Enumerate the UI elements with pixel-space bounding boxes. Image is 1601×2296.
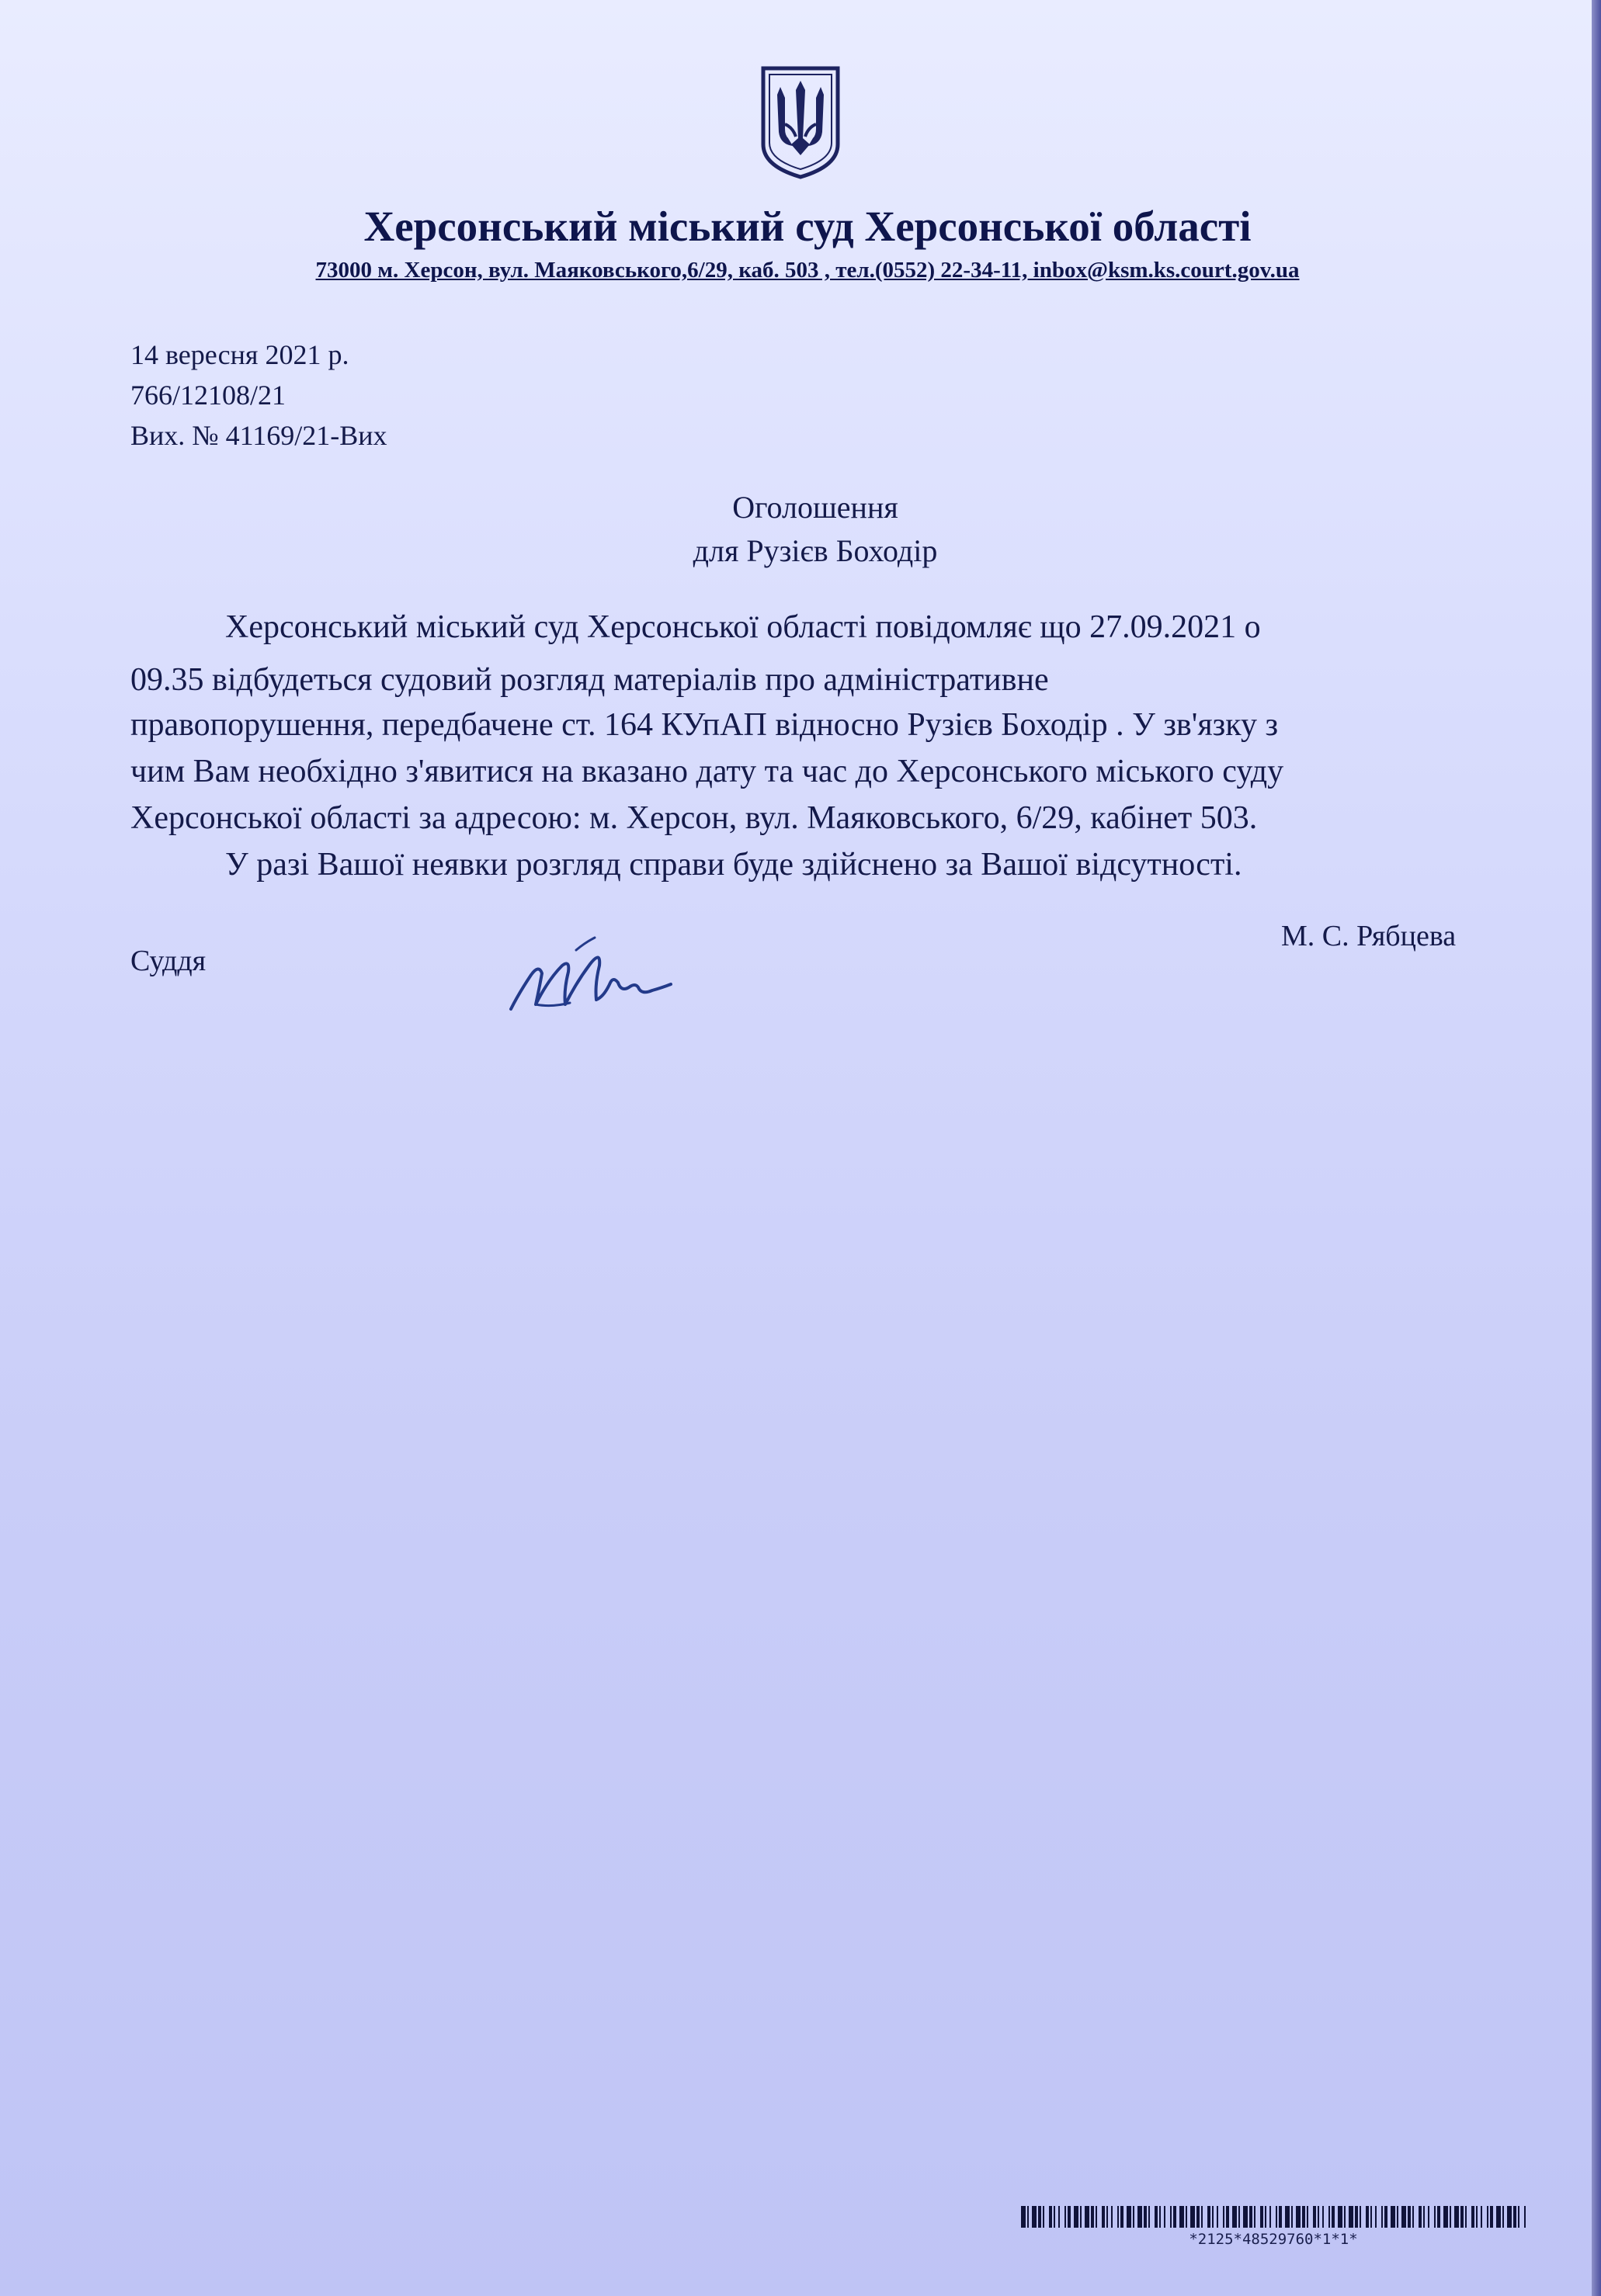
barcode-bar (1279, 2206, 1282, 2228)
barcode-bar (1454, 2206, 1459, 2228)
barcode-bar (1296, 2206, 1301, 2228)
barcode-bar (1419, 2206, 1422, 2228)
barcode-bar (1223, 2206, 1224, 2228)
barcode-bar (1381, 2206, 1383, 2228)
barcode-bar (1159, 2206, 1161, 2228)
barcode-graphic (1021, 2206, 1526, 2228)
barcode-bar (1133, 2206, 1134, 2228)
barcode-bar (1524, 2206, 1526, 2228)
barcode-bar (1344, 2206, 1346, 2228)
barcode-bar (1068, 2206, 1071, 2228)
barcode-bar (1502, 2206, 1504, 2228)
barcode-bar (1127, 2206, 1131, 2228)
trident-emblem-icon (757, 64, 844, 180)
barcode-bar (1173, 2206, 1176, 2228)
barcode-bar (1465, 2206, 1467, 2228)
barcode-bar (1349, 2206, 1353, 2228)
barcode-bar (1137, 2206, 1142, 2228)
barcode-bar (1120, 2206, 1123, 2228)
barcode-bar (1064, 2206, 1066, 2228)
barcode-bar (1179, 2206, 1184, 2228)
barcode-bar (1217, 2206, 1218, 2228)
barcode-bar (1144, 2206, 1147, 2228)
barcode-bar (1054, 2206, 1055, 2228)
barcode-bar (1117, 2206, 1119, 2228)
barcode-bar (1155, 2206, 1158, 2228)
judge-role-label: Суддя (130, 945, 207, 977)
barcode-bar (1096, 2206, 1097, 2228)
barcode-bar (1384, 2206, 1387, 2228)
barcode-bar (1355, 2206, 1358, 2228)
barcode-bar (1232, 2206, 1237, 2228)
body-line-1: Херсонський міський суд Херсонської області повідомляє що 27.09.2021 о (225, 609, 1261, 645)
barcode-bar (1269, 2206, 1271, 2228)
barcode-bar (1207, 2206, 1210, 2228)
barcode-bar (1434, 2206, 1436, 2228)
barcode-bar (1074, 2206, 1078, 2228)
barcode-bar (1460, 2206, 1464, 2228)
barcode-bar (1190, 2206, 1195, 2228)
barcode-bar (1032, 2206, 1037, 2228)
barcode-bar (1408, 2206, 1411, 2228)
barcode-bar (1318, 2206, 1319, 2228)
barcode-bar (1412, 2206, 1414, 2228)
barcode-bar (1201, 2206, 1203, 2228)
barcode-bar (1265, 2206, 1266, 2228)
barcode-bar (1302, 2206, 1305, 2228)
barcode-bar (1021, 2206, 1026, 2228)
barcode-bar (1307, 2206, 1308, 2228)
barcode-bar (1038, 2206, 1041, 2228)
barcode-bar (1106, 2206, 1108, 2228)
handwritten-signature (505, 928, 707, 1021)
barcode-bar (1226, 2206, 1229, 2228)
barcode-bar (1102, 2206, 1105, 2228)
barcode-bar (1476, 2206, 1478, 2228)
notice-title: Оголошення (732, 490, 898, 525)
barcode-bar (1111, 2206, 1113, 2228)
barcode-bar (1249, 2206, 1252, 2228)
barcode-bar (1437, 2206, 1440, 2228)
barcode-bar (1397, 2206, 1398, 2228)
barcode-bar (1313, 2206, 1316, 2228)
barcode-bar (1360, 2206, 1361, 2228)
barcode-bar (1276, 2206, 1277, 2228)
barcode-bar (1243, 2206, 1248, 2228)
body-line-3: правопорушення, передбачене ст. 164 КУпАП відносно Рузієв Боходір . У зв'язку з (130, 707, 1279, 743)
barcode-bar (1366, 2206, 1369, 2228)
court-name: Херсонський міський суд Херсонської області (363, 203, 1252, 250)
barcode-bar (1507, 2206, 1512, 2228)
barcode-bar (1058, 2206, 1060, 2228)
barcode-bar (1238, 2206, 1240, 2228)
barcode-bar (1332, 2206, 1335, 2228)
barcode-bar (1196, 2206, 1200, 2228)
barcode-bar (1423, 2206, 1425, 2228)
barcode-bar (1254, 2206, 1255, 2228)
barcode-bar (1328, 2206, 1330, 2228)
barcode-bar (1080, 2206, 1082, 2228)
notice-addressee: для Рузієв Боходір (693, 533, 938, 568)
barcode-bar (1186, 2206, 1187, 2228)
body-line-6: У разі Вашої неявки розгляд справи буде здійснено за Вашої відсутності. (225, 847, 1242, 883)
barcode-bar (1049, 2206, 1052, 2228)
page-edge-shadow (1592, 0, 1601, 2296)
barcode-bar (1496, 2206, 1501, 2228)
barcode-bar (1091, 2206, 1094, 2228)
barcode-bar (1450, 2206, 1451, 2228)
body-line-2: 09.35 відбудеться судовий розгляд матеріалів про адміністративне (130, 662, 1049, 698)
barcode-bar (1370, 2206, 1372, 2228)
barcode-bar (1148, 2206, 1150, 2228)
judge-name: М. С. Рябцева (1281, 920, 1457, 952)
barcode-bar (1027, 2206, 1029, 2228)
barcode-bar (1164, 2206, 1165, 2228)
barcode-bar (1375, 2206, 1377, 2228)
barcode-bar (1043, 2206, 1044, 2228)
barcode-bar (1481, 2206, 1482, 2228)
barcode-bar (1291, 2206, 1293, 2228)
barcode-bar (1428, 2206, 1429, 2228)
body-line-5: Херсонської області за адресою: м. Херсон, вул. Маяковського, 6/29, кабінет 503. (130, 800, 1258, 836)
outgoing-number: Вих. № 41169/21-Вих (130, 420, 387, 451)
barcode-bar (1212, 2206, 1214, 2228)
barcode-bar (1513, 2206, 1516, 2228)
barcode-bar (1322, 2206, 1324, 2228)
body-line-4: чим Вам необхідно з'явитися на вказано дату та час до Херсонського міського суду (130, 754, 1284, 789)
barcode-bar (1487, 2206, 1488, 2228)
barcode-bar (1170, 2206, 1172, 2228)
barcode-bar (1443, 2206, 1448, 2228)
barcode-bar (1085, 2206, 1089, 2228)
barcode-bar (1490, 2206, 1493, 2228)
document-date: 14 вересня 2021 р. (130, 339, 349, 370)
barcode-number: *2125*48529760*1*1* (1189, 2231, 1358, 2248)
barcode-bar (1260, 2206, 1263, 2228)
case-number: 766/12108/21 (130, 380, 287, 411)
barcode-bar (1518, 2206, 1519, 2228)
barcode-bar (1391, 2206, 1395, 2228)
barcode-bar (1338, 2206, 1342, 2228)
barcode-bar (1471, 2206, 1474, 2228)
barcode-bar (1401, 2206, 1406, 2228)
barcode-bar (1285, 2206, 1290, 2228)
court-address-line: 73000 м. Херсон, вул. Маяковського,6/29, каб. 503 , тел.(0552) 22-34-11, inbox@ksm.ks.court.gov.ua (315, 258, 1300, 283)
